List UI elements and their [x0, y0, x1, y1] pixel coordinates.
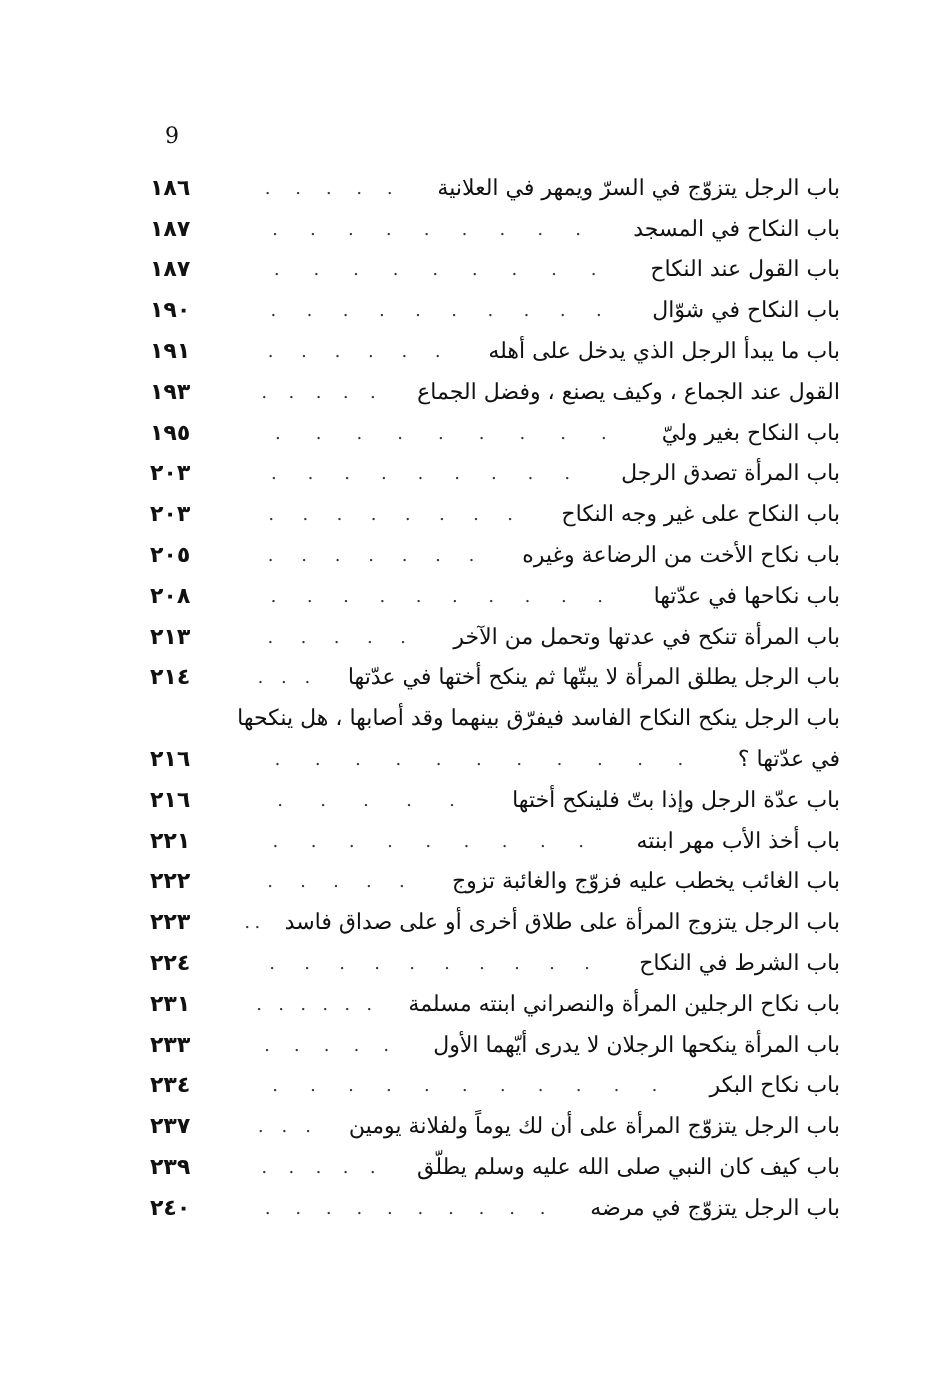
entry-title: باب الشرط في النكاح	[639, 951, 840, 977]
toc-entry	[150, 658, 840, 699]
toc-entry	[150, 739, 840, 780]
dot-leader: . . . . .	[261, 1157, 376, 1179]
dot-leader: . . .	[257, 1116, 311, 1138]
entry-title-line: باب الرجل ينكح النكاح الفاسد فيفرّق بينهما وقد أصابها ، هل ينكحها	[237, 706, 840, 732]
entry-title: باب النكاح في المسجد	[633, 216, 840, 242]
dot-leader: . . . . . . . . . .	[264, 1197, 546, 1219]
dot-leader: . . . . .	[261, 381, 376, 403]
toc-entry	[150, 943, 840, 984]
entry-page-number: ٢٣٤	[150, 1073, 191, 1099]
dot-leader: . . . . . . . . .	[270, 463, 571, 485]
entry-title: في عدّتها ؟	[737, 747, 840, 773]
dot-leader: . . . . . . . . .	[275, 422, 607, 444]
entry-page-number: ٢٠٣	[150, 461, 191, 487]
entry-page-number: ١٩٥	[150, 420, 191, 446]
entry-page-number: ٢٣٧	[150, 1114, 191, 1140]
dot-leader: . . . . . . . . . . .	[272, 1075, 658, 1097]
entry-title: باب المرأة تصدق الرجل	[621, 461, 840, 487]
entry-title: باب النكاح في شوّال	[652, 298, 840, 324]
entry-title: باب النكاح على غير وجه النكاح	[561, 502, 840, 528]
toc-entry	[150, 984, 840, 1025]
entry-page-number: ١٩١	[150, 339, 191, 365]
entry-title: باب نكاح الرجلين المرأة والنصراني ابنته مسلمة	[408, 991, 840, 1017]
toc-entry	[150, 862, 840, 903]
toc-entry	[150, 250, 840, 291]
entry-page-number: ١٩٣	[150, 379, 191, 405]
toc-entry	[150, 372, 840, 413]
entry-page-number: ٢١٦	[150, 787, 191, 813]
toc-entry	[150, 290, 840, 331]
entry-page-number: ١٩٠	[150, 298, 191, 324]
entry-page-number: ٢٣٣	[150, 1032, 191, 1058]
dot-leader: . . . . . . .	[267, 545, 475, 567]
toc-entry	[150, 168, 840, 209]
toc-entry	[150, 780, 840, 821]
entry-title: باب الرجل يتزوّج المرأة على أن لك يوماً ولفلانة يومين	[348, 1114, 840, 1140]
page-number: 9	[165, 124, 179, 149]
entry-page-number: ٢١٣	[150, 624, 191, 650]
entry-page-number: ٢٢٢	[150, 869, 191, 895]
dot-leader: . . . . . .	[256, 993, 373, 1015]
entry-page-number: ٢٣١	[150, 991, 191, 1017]
entry-title: باب ما يبدأ الرجل الذي يدخل على أهله	[488, 339, 840, 365]
toc-entry	[150, 1106, 840, 1147]
dot-leader: . . . . . . . . . .	[270, 300, 602, 322]
entry-title: باب أخذ الأب مهر ابنته	[636, 828, 840, 854]
entry-title: باب المرأة ينكحها الرجلان لا يدرى أيّهما الأول	[433, 1032, 840, 1058]
toc-entry	[150, 535, 840, 576]
dot-leader: . . . . .	[267, 871, 405, 893]
dot-leader: . . . . .	[277, 789, 455, 811]
entry-title: باب نكاح الأخت من الرضاعة وغيره	[522, 543, 840, 569]
entry-title: باب الغائب يخطب عليه فزوّج والغائبة تزوج	[451, 869, 840, 895]
dot-leader: . . . . . . . . .	[273, 259, 597, 281]
entry-title: باب نكاحها في عدّتها	[653, 583, 840, 609]
entry-page-number: ٢٣٩	[150, 1155, 191, 1181]
dot-leader: . . .	[257, 667, 311, 689]
entry-page-number: ٢١٦	[150, 747, 191, 773]
entry-title: باب كيف كان النبي صلى الله عليه وسلم يطلّق	[417, 1155, 840, 1181]
entry-page-number: ٢٢٤	[150, 951, 191, 977]
toc-entry	[150, 1025, 840, 1066]
entry-title: باب النكاح بغير وليّ	[661, 420, 840, 446]
entry-title: باب المرأة تنكح في عدتها وتحمل من الآخر	[453, 624, 840, 650]
dot-leader: . . . . .	[267, 626, 406, 648]
dot-leader: . . . . . . . . . . .	[274, 749, 684, 771]
entry-page-number: ٢١٤	[150, 665, 191, 691]
toc-entry	[150, 413, 840, 454]
toc-entry	[150, 494, 840, 535]
entry-page-number: ٢٢٣	[150, 910, 191, 936]
toc-entry	[150, 1066, 840, 1107]
toc-entry	[150, 617, 840, 658]
entry-title: باب القول عند النكاح	[650, 257, 840, 283]
dot-leader: . .	[244, 912, 261, 934]
dot-leader: . . . . .	[264, 177, 393, 199]
entry-title: باب الرجل يتزوّج في السرّ ويمهر في العلانية	[437, 175, 840, 201]
toc-entry	[150, 1188, 840, 1229]
entry-title: باب الرجل يتزوّج في مرضه	[590, 1195, 840, 1221]
dot-leader: . . . . . . . . .	[272, 830, 584, 852]
dot-leader: . . . . . . . . . .	[270, 585, 603, 607]
dot-leader: . . . . . . . . .	[272, 218, 582, 240]
toc-entry	[150, 209, 840, 250]
toc-entry	[150, 454, 840, 495]
entry-title: باب نكاح البكر	[709, 1073, 840, 1099]
dot-leader: . . . . . .	[267, 341, 441, 363]
entry-page-number: ١٨٧	[150, 216, 191, 242]
entry-page-number: ١٨٧	[150, 257, 191, 283]
entry-page-number: ٢٠٣	[150, 502, 191, 528]
table-of-contents	[150, 168, 840, 1229]
entry-title: باب عدّة الرجل وإذا بتّ فلينكح أختها	[512, 787, 840, 813]
entry-title: باب الرجل يطلق المرأة لا يبتّها ثم ينكح أختها في عدّتها	[347, 665, 840, 691]
entry-page-number: ٢٠٨	[150, 583, 191, 609]
toc-entry	[150, 1147, 840, 1188]
dot-leader: . . . . . . . . . .	[269, 953, 590, 975]
entry-title: باب الرجل يتزوج المرأة على طلاق أخرى أو على صداق فاسد	[284, 910, 840, 936]
entry-page-number: ٢٠٥	[150, 543, 191, 569]
entry-page-number: ٢٤٠	[150, 1195, 191, 1221]
toc-entry	[150, 902, 840, 943]
toc-entry	[150, 821, 840, 862]
toc-entry-first-line	[150, 698, 840, 739]
entry-page-number: ٢٢١	[150, 828, 191, 854]
entry-page-number: ١٨٦	[150, 175, 191, 201]
toc-entry	[150, 576, 840, 617]
entry-title: القول عند الجماع ، وكيف يصنع ، وفضل الجماع	[417, 379, 840, 405]
toc-entry	[150, 331, 840, 372]
dot-leader: . . . . . . . .	[268, 504, 513, 526]
dot-leader: . . . . .	[264, 1034, 390, 1056]
